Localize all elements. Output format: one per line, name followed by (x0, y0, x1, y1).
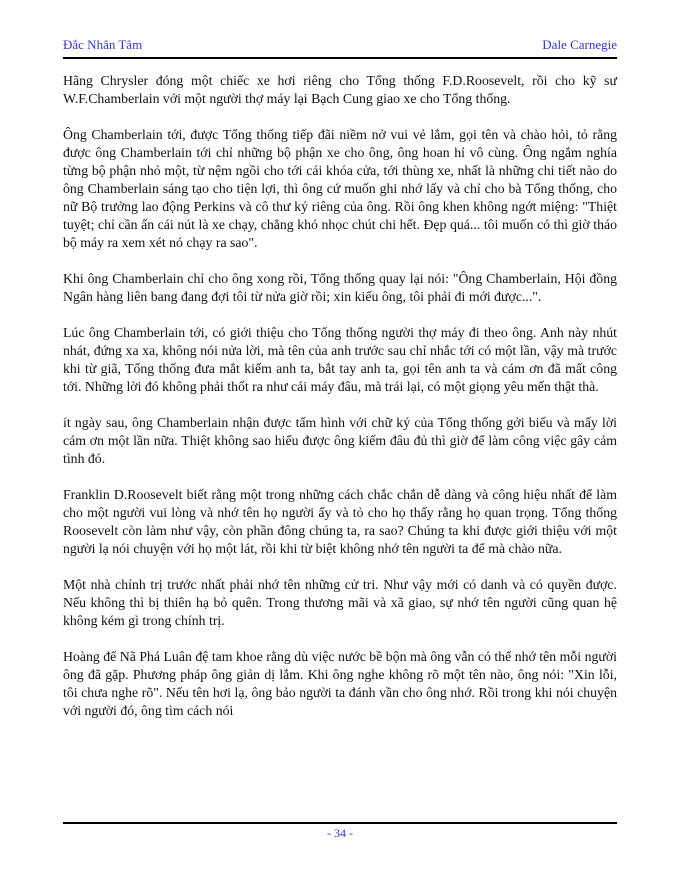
paragraph: Một nhà chính trị trước nhất phải nhớ tên những cử tri. Như vậy mới có danh và có quyền được. Nếu không thì bị thiên hạ bỏ quên. Trong thương mãi và xã giao, sự nhớ tên người cũng quan hệ không kém gì trong chính trị. (63, 577, 617, 628)
page-number: - 34 - (327, 826, 353, 840)
paragraph: Franklin D.Roosevelt biết rằng một trong những cách chắc chắn dễ dàng và công hiệu nhất để làm cho một người vui lòng và nhớ tên họ người ấy và tỏ cho họ thấy rằng họ quan trọng. Tổng thống Roosevelt còn làm như vậy, còn phần đông chúng ta, ra sao? Chúng ta khi được giới thiệu với một người lạ nói chuyện với họ một lát, rồi khi từ biệt không nhớ tên người ta để mà chào nữa. (63, 487, 617, 556)
header-author: Dale Carnegie (542, 37, 617, 52)
paragraph: Ông Chamberlain tới, được Tổng thống tiếp đãi niềm nở vui vẻ lắm, gọi tên và chào hỏi, tỏ rằng được ông Chamberlain tới chỉ những bộ phận xe cho ông, ông hoan hỉ vô cùng. Ông ngắm nghía từng bộ phận nhỏ một, từ nệm ngồi cho tới cái khóa cửa, tới thùng xe, nhất là những chi tiết nào do ông Chamberlain sáng tạo cho tiện lợi, thì ông cứ muốn ghi nhớ lấy và chỉ cho bà Tổng thống, cho nữ Bộ trưởng lao động Perkins và cô thư ký riêng của ông. Rồi ông khen không ngớt miệng: "Thiệt tuyệt; chỉ cần ấn cái nút là xe chạy, chẳng khó nhọc chút chi hết. Đẹp quá... tôi muốn có thì giờ tháo bộ máy ra xem xét nó chạy ra sao". (63, 127, 617, 250)
paragraph: Lúc ông Chamberlain tới, có giới thiệu cho Tổng thống người thợ máy đi theo ông. Anh này nhút nhát, đứng xa xa, không nói nửa lời, mà tên của anh trước sau chỉ nhắc tới có một lần, vậy mà trước khi từ giã, Tổng thống đưa mắt kiếm anh ta, bắt tay anh ta, gọi tên anh ta và cám ơn đã mất công tới. Những lời đó không phải thốt ra như cái máy đâu, mà trái lại, có một giọng yêu mến thật thà. (63, 325, 617, 394)
paragraph: Hoàng đế Nã Phá Luân đệ tam khoe rằng dù việc nước bề bộn mà ông vẫn có thể nhớ tên mỗi người ông đã gặp. Phương pháp ông giản dị lắm. Khi ông nghe không rõ một tên nào, ông nói: "Xin lỗi, tôi chưa nghe rõ". Nếu tên hơi lạ, ông bảo người ta đánh vần cho ông nhớ. Rồi trong khi nói chuyện với người đó, ông tìm cách nói (63, 649, 617, 718)
paragraph: Khi ông Chamberlain chỉ cho ông xong rồi, Tổng thống quay lại nói: "Ông Chamberlain, Hội đồng Ngân hàng liên bang đang đợi tôi từ nửa giờ rồi; xin kiếu ông, tôi phải đi mới được...". (63, 271, 617, 304)
paragraph: ít ngày sau, ông Chamberlain nhận được tấm hình với chữ ký của Tổng thống gởi biếu và mấy lời cám ơn một lần nữa. Thiệt không sao hiểu được ông kiếm đâu đủ thì giờ để làm công việc gây cảm tình đó. (63, 415, 617, 466)
paragraph: Hãng Chrysler đóng một chiếc xe hơi riêng cho Tổng thống F.D.Roosevelt, rồi cho kỹ sư W.F.Chamberlain với một người thợ máy lại Bạch Cung giao xe cho Tổng thống. (63, 73, 617, 106)
header-book-title: Đắc Nhân Tâm (63, 37, 143, 52)
page-body (63, 72, 617, 738)
footer-rule (63, 822, 617, 824)
page-header (63, 37, 617, 59)
page-footer (63, 822, 617, 842)
